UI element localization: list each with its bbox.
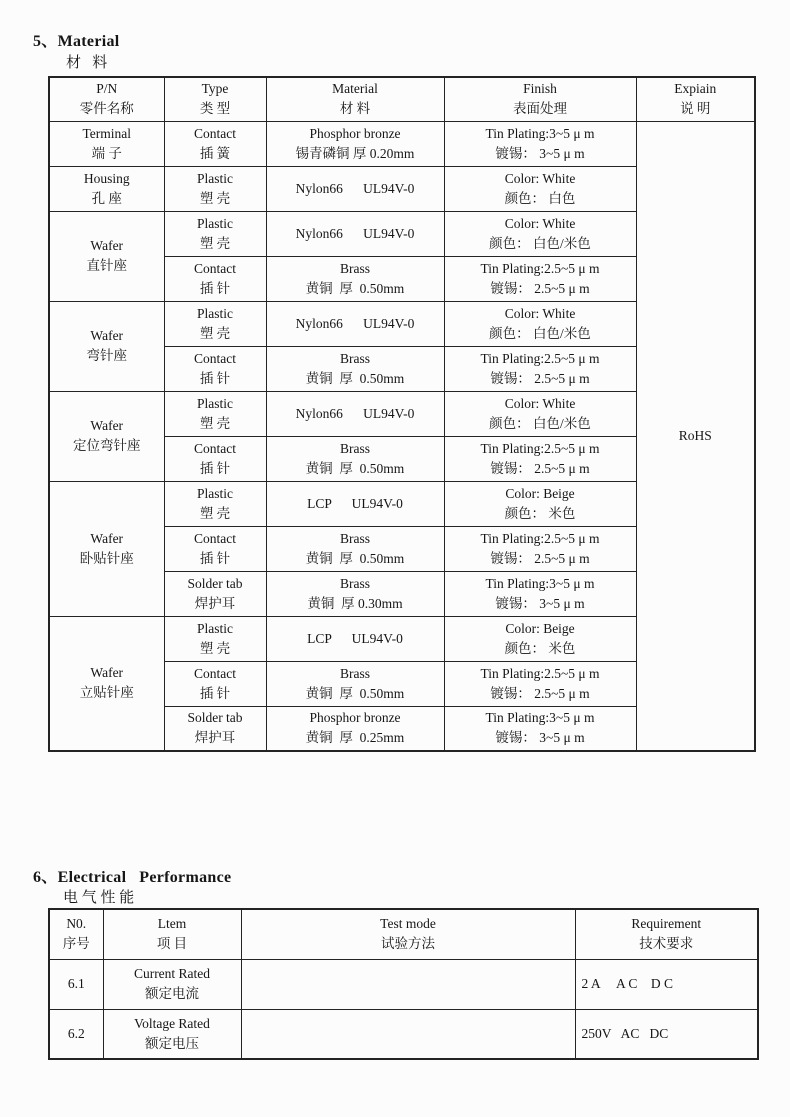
material-table — [48, 76, 756, 752]
cell-finish: Color: Beige 颜色： 米色 — [444, 616, 636, 661]
cell-type: Plastic 塑 壳 — [164, 211, 266, 256]
section5-title: 5、Material — [33, 33, 120, 50]
col-header-explain: Expiain 说 明 — [636, 77, 755, 121]
col-header-pn: P/N 零件名称 — [49, 77, 164, 121]
col-header-no: N0. 序号 — [49, 909, 103, 959]
cell-finish: Tin Plating:2.5~5 μ m 镀锡： 2.5~5 μ m — [444, 346, 636, 391]
cell-pn: Wafer 直针座 — [49, 211, 164, 301]
cell-finish: Tin Plating:2.5~5 μ m 镀锡： 2.5~5 μ m — [444, 526, 636, 571]
cell-type: Solder tab 焊护耳 — [164, 571, 266, 616]
cell-material: Brass 黄铜 厚 0.50mm — [266, 346, 444, 391]
cell-pn: Housing 孔 座 — [49, 166, 164, 211]
col-header-finish: Finish 表面处理 — [444, 77, 636, 121]
cell-testmode — [241, 1009, 575, 1059]
col-header-type: Type 类 型 — [164, 77, 266, 121]
cell-material: Nylon66 UL94V-0 — [266, 391, 444, 436]
col-header-material: Material 材 料 — [266, 77, 444, 121]
cell-item: Current Rated 额定电流 — [103, 959, 241, 1009]
cell-material: Brass 黄铜 厚 0.50mm — [266, 661, 444, 706]
cell-material: LCP UL94V-0 — [266, 481, 444, 526]
cell-type: Solder tab 焊护耳 — [164, 706, 266, 751]
cell-material: Brass 黄铜 厚 0.50mm — [266, 526, 444, 571]
cell-finish: Color: White 颜色： 白色/米色 — [444, 391, 636, 436]
cell-type: Plastic 塑 壳 — [164, 391, 266, 436]
cell-type: Contact 插 针 — [164, 256, 266, 301]
cell-type: Contact 插 簧 — [164, 121, 266, 166]
cell-requirement: 2 A A C D C — [575, 959, 758, 1009]
col-header-item: Ltem 项 目 — [103, 909, 241, 959]
cell-pn: Wafer 立贴针座 — [49, 616, 164, 751]
cell-explain-rohs: RoHS — [636, 121, 755, 751]
table-row — [49, 121, 755, 166]
section5-subtitle-cn: 材 料 — [66, 55, 108, 71]
cell-pn: Terminal 端 子 — [49, 121, 164, 166]
cell-type: Plastic 塑 壳 — [164, 301, 266, 346]
cell-material: Nylon66 UL94V-0 — [266, 211, 444, 256]
cell-pn: Wafer 定位弯针座 — [49, 391, 164, 481]
cell-material: Phosphor bronze 黄铜 厚 0.25mm — [266, 706, 444, 751]
cell-type: Contact 插 针 — [164, 661, 266, 706]
cell-material: Phosphor bronze 锡青磷铜 厚 0.20mm — [266, 121, 444, 166]
cell-no: 6.1 — [49, 959, 103, 1009]
electrical-header-row — [49, 909, 758, 959]
cell-no: 6.2 — [49, 1009, 103, 1059]
cell-pn: Wafer 弯针座 — [49, 301, 164, 391]
cell-finish: Color: White 颜色： 白色/米色 — [444, 301, 636, 346]
table-row — [49, 959, 758, 1009]
cell-finish: Color: White 颜色： 白色/米色 — [444, 211, 636, 256]
material-header-row — [49, 77, 755, 121]
cell-material: Nylon66 UL94V-0 — [266, 166, 444, 211]
cell-material: Brass 黄铜 厚 0.50mm — [266, 436, 444, 481]
cell-finish: Tin Plating:2.5~5 μ m 镀锡： 2.5~5 μ m — [444, 436, 636, 481]
cell-pn: Wafer 卧贴针座 — [49, 481, 164, 616]
cell-finish: Color: Beige 颜色： 米色 — [444, 481, 636, 526]
table-row — [49, 1009, 758, 1059]
cell-type: Plastic 塑 壳 — [164, 481, 266, 526]
cell-type: Plastic 塑 壳 — [164, 166, 266, 211]
col-header-testmode: Test mode 试验方法 — [241, 909, 575, 959]
cell-finish: Tin Plating:2.5~5 μ m 镀锡： 2.5~5 μ m — [444, 661, 636, 706]
section6-title: 6、Electrical Performance — [33, 869, 232, 886]
cell-type: Contact 插 针 — [164, 436, 266, 481]
electrical-performance-table — [48, 908, 759, 1060]
cell-finish: Tin Plating:3~5 μ m 镀锡： 3~5 μ m — [444, 121, 636, 166]
cell-finish: Color: White 颜色： 白色 — [444, 166, 636, 211]
cell-material: Brass 黄铜 厚 0.30mm — [266, 571, 444, 616]
section6-subtitle-cn: 电 气 性 能 — [63, 890, 135, 906]
cell-material: Nylon66 UL94V-0 — [266, 301, 444, 346]
cell-finish: Tin Plating:2.5~5 μ m 镀锡： 2.5~5 μ m — [444, 256, 636, 301]
cell-item: Voltage Rated 额定电压 — [103, 1009, 241, 1059]
cell-finish: Tin Plating:3~5 μ m 镀锡： 3~5 μ m — [444, 571, 636, 616]
cell-finish: Tin Plating:3~5 μ m 镀锡： 3~5 μ m — [444, 706, 636, 751]
col-header-requirement: Requirement 技术要求 — [575, 909, 758, 959]
cell-requirement: 250V AC DC — [575, 1009, 758, 1059]
cell-type: Contact 插 针 — [164, 526, 266, 571]
cell-type: Plastic 塑 壳 — [164, 616, 266, 661]
cell-material: LCP UL94V-0 — [266, 616, 444, 661]
cell-type: Contact 插 针 — [164, 346, 266, 391]
cell-testmode — [241, 959, 575, 1009]
cell-material: Brass 黄铜 厚 0.50mm — [266, 256, 444, 301]
